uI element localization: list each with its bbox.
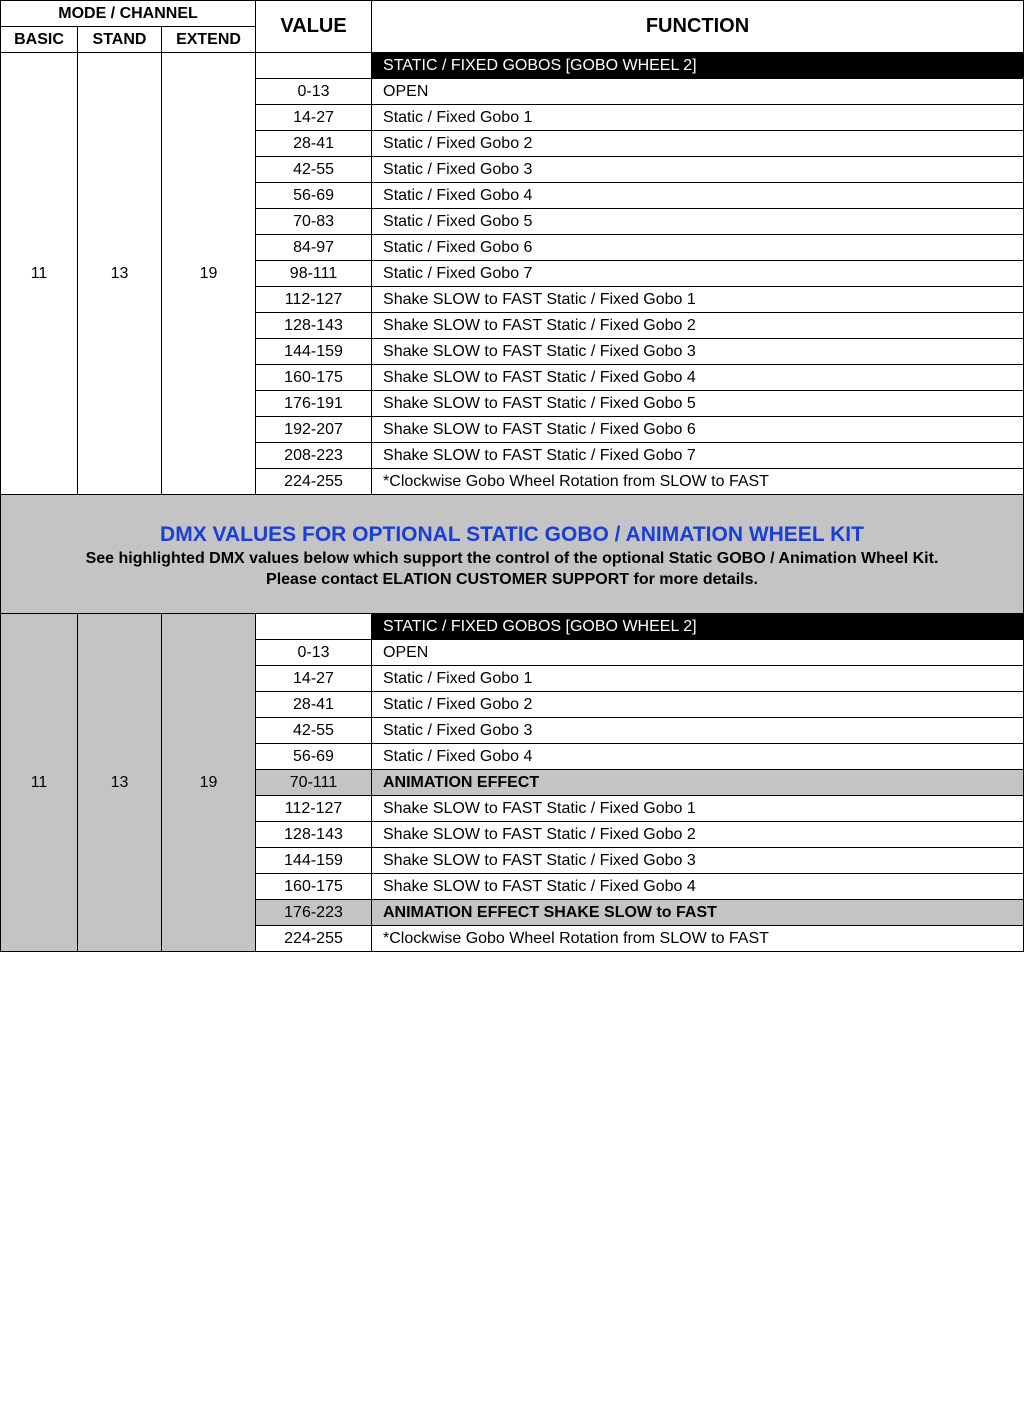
dmx-value: 98-111 bbox=[256, 261, 372, 287]
dmx-value: 42-55 bbox=[256, 157, 372, 183]
dmx-function: Static / Fixed Gobo 2 bbox=[372, 131, 1024, 157]
dmx-function: Shake SLOW to FAST Static / Fixed Gobo 5 bbox=[372, 391, 1024, 417]
basic-channel: 11 bbox=[1, 614, 78, 952]
dmx-value: 224-255 bbox=[256, 469, 372, 495]
dmx-function: Shake SLOW to FAST Static / Fixed Gobo 7 bbox=[372, 443, 1024, 469]
dmx-table-standard bbox=[0, 0, 1024, 495]
dmx-function: Shake SLOW to FAST Static / Fixed Gobo 6 bbox=[372, 417, 1024, 443]
dmx-value: 112-127 bbox=[256, 796, 372, 822]
dmx-function: OPEN bbox=[372, 640, 1024, 666]
dmx-function: Static / Fixed Gobo 7 bbox=[372, 261, 1024, 287]
dmx-function: Shake SLOW to FAST Static / Fixed Gobo 2 bbox=[372, 822, 1024, 848]
dmx-value: 144-159 bbox=[256, 339, 372, 365]
dmx-function: *Clockwise Gobo Wheel Rotation from SLOW to FAST bbox=[372, 926, 1024, 952]
stand-channel: 13 bbox=[78, 53, 162, 495]
optional-kit-banner bbox=[0, 495, 1024, 613]
banner-title: DMX VALUES FOR OPTIONAL STATIC GOBO / ANIMATION WHEEL KIT bbox=[160, 523, 864, 546]
dmx-value: 56-69 bbox=[256, 744, 372, 770]
value-header: VALUE bbox=[256, 1, 372, 53]
dmx-value: 70-83 bbox=[256, 209, 372, 235]
dmx-function: Static / Fixed Gobo 3 bbox=[372, 718, 1024, 744]
dmx-value: 0-13 bbox=[256, 79, 372, 105]
extend-channel: 19 bbox=[162, 53, 256, 495]
dmx-function: Static / Fixed Gobo 3 bbox=[372, 157, 1024, 183]
dmx-value: 144-159 bbox=[256, 848, 372, 874]
dmx-value: 112-127 bbox=[256, 287, 372, 313]
section-header: STATIC / FIXED GOBOS [GOBO WHEEL 2] bbox=[372, 53, 1024, 79]
dmx-function: Shake SLOW to FAST Static / Fixed Gobo 3 bbox=[372, 339, 1024, 365]
dmx-function: Static / Fixed Gobo 1 bbox=[372, 105, 1024, 131]
dmx-value: 176-223 bbox=[256, 900, 372, 926]
dmx-value: 208-223 bbox=[256, 443, 372, 469]
dmx-value: 42-55 bbox=[256, 718, 372, 744]
dmx-value: 160-175 bbox=[256, 874, 372, 900]
extend-header: EXTEND bbox=[162, 27, 256, 53]
dmx-function: ANIMATION EFFECT SHAKE SLOW to FAST bbox=[372, 900, 1024, 926]
dmx-value: 28-41 bbox=[256, 131, 372, 157]
section-value-blank bbox=[256, 53, 372, 79]
banner-line-2: Please contact ELATION CUSTOMER SUPPORT for more details. bbox=[266, 571, 758, 588]
dmx-value: 128-143 bbox=[256, 822, 372, 848]
dmx-function: Shake SLOW to FAST Static / Fixed Gobo 4 bbox=[372, 874, 1024, 900]
dmx-value: 128-143 bbox=[256, 313, 372, 339]
basic-channel: 11 bbox=[1, 53, 78, 495]
dmx-function: OPEN bbox=[372, 79, 1024, 105]
dmx-value: 192-207 bbox=[256, 417, 372, 443]
section-value-blank bbox=[256, 614, 372, 640]
stand-channel: 13 bbox=[78, 614, 162, 952]
dmx-function: *Clockwise Gobo Wheel Rotation from SLOW to FAST bbox=[372, 469, 1024, 495]
dmx-function: Shake SLOW to FAST Static / Fixed Gobo 1 bbox=[372, 796, 1024, 822]
dmx-value: 14-27 bbox=[256, 666, 372, 692]
dmx-function: Static / Fixed Gobo 5 bbox=[372, 209, 1024, 235]
dmx-function: Static / Fixed Gobo 4 bbox=[372, 744, 1024, 770]
dmx-value: 176-191 bbox=[256, 391, 372, 417]
dmx-function: Static / Fixed Gobo 1 bbox=[372, 666, 1024, 692]
dmx-value: 56-69 bbox=[256, 183, 372, 209]
mode-channel-header: MODE / CHANNEL bbox=[1, 1, 256, 27]
dmx-function: Shake SLOW to FAST Static / Fixed Gobo 3 bbox=[372, 848, 1024, 874]
dmx-function: Shake SLOW to FAST Static / Fixed Gobo 1 bbox=[372, 287, 1024, 313]
dmx-function: Static / Fixed Gobo 6 bbox=[372, 235, 1024, 261]
dmx-value: 28-41 bbox=[256, 692, 372, 718]
dmx-value: 160-175 bbox=[256, 365, 372, 391]
stand-header: STAND bbox=[78, 27, 162, 53]
dmx-function: Shake SLOW to FAST Static / Fixed Gobo 4 bbox=[372, 365, 1024, 391]
dmx-value: 84-97 bbox=[256, 235, 372, 261]
basic-header: BASIC bbox=[1, 27, 78, 53]
dmx-function: Static / Fixed Gobo 4 bbox=[372, 183, 1024, 209]
extend-channel: 19 bbox=[162, 614, 256, 952]
banner-line-1: See highlighted DMX values below which support the control of the optional Static GOBO / Animation Wheel Kit. bbox=[85, 550, 939, 567]
dmx-value: 14-27 bbox=[256, 105, 372, 131]
function-header: FUNCTION bbox=[372, 1, 1024, 53]
dmx-table-animation-kit bbox=[0, 613, 1024, 952]
dmx-function: Shake SLOW to FAST Static / Fixed Gobo 2 bbox=[372, 313, 1024, 339]
dmx-function: ANIMATION EFFECT bbox=[372, 770, 1024, 796]
dmx-function: Static / Fixed Gobo 2 bbox=[372, 692, 1024, 718]
dmx-value: 224-255 bbox=[256, 926, 372, 952]
dmx-value: 0-13 bbox=[256, 640, 372, 666]
section-header: STATIC / FIXED GOBOS [GOBO WHEEL 2] bbox=[372, 614, 1024, 640]
dmx-value: 70-111 bbox=[256, 770, 372, 796]
